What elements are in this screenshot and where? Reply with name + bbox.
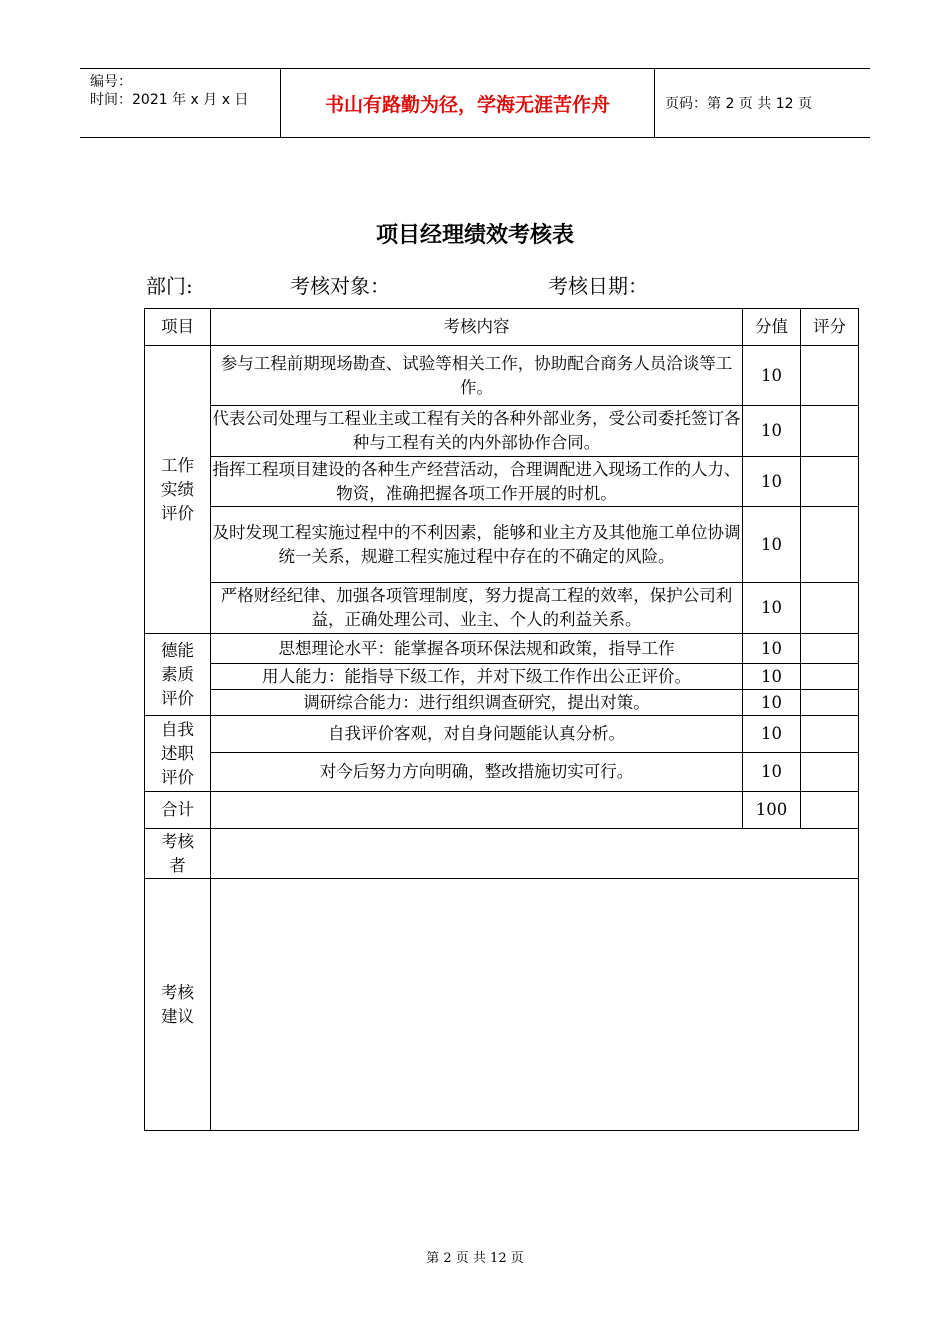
- advice-label: 考核建议: [145, 879, 211, 1131]
- department-label: 部门:: [146, 274, 193, 298]
- rating-cell[interactable]: [801, 457, 859, 507]
- row-score: 10: [743, 406, 801, 457]
- total-row: [145, 792, 859, 829]
- rating-cell[interactable]: [801, 406, 859, 457]
- table-row: [145, 583, 859, 634]
- table-row: [145, 716, 859, 753]
- rating-cell[interactable]: [801, 753, 859, 792]
- header-motto: 书山有路勤为径，学海无涯苦作舟: [280, 69, 655, 137]
- table-row: [145, 507, 859, 583]
- rating-cell[interactable]: [801, 583, 859, 634]
- time-label: 时间：2021 年 x 月 x 日: [90, 92, 249, 108]
- rating-cell[interactable]: [801, 690, 859, 716]
- assessor-row: [145, 829, 859, 879]
- rating-cell[interactable]: [801, 716, 859, 753]
- rating-cell[interactable]: [801, 507, 859, 583]
- total-score: 100: [743, 792, 801, 829]
- row-content: 严格财经纪律、加强各项管理制度，努力提高工程的效率，保护公司利益，正确处理公司、业主、个人的利益关系。: [211, 583, 743, 634]
- row-score: 10: [743, 507, 801, 583]
- row-content: 自我评价客观，对自身问题能认真分析。: [211, 716, 743, 753]
- row-score: 10: [743, 753, 801, 792]
- assessment-table: [144, 308, 859, 1131]
- table-row: [145, 457, 859, 507]
- header-content: 考核内容: [211, 309, 743, 346]
- rating-cell[interactable]: [801, 634, 859, 664]
- header-page-info: 页码：第 2 页 共 12 页: [665, 96, 812, 112]
- rating-cell[interactable]: [801, 346, 859, 406]
- date-label: 考核日期：: [548, 274, 648, 298]
- table-row: [145, 664, 859, 690]
- assessor-label: 考核者: [145, 829, 211, 879]
- header-row: [145, 309, 859, 346]
- document-title: 项目经理绩效考核表: [375, 223, 574, 248]
- row-content: 用人能力：能指导下级工作，并对下级工作作出公正评价。: [211, 664, 743, 690]
- row-content: 对今后努力方向明确，整改措施切实可行。: [211, 753, 743, 792]
- row-score: 10: [743, 583, 801, 634]
- advice-field[interactable]: [211, 879, 859, 1131]
- header-rating: 评分: [801, 309, 859, 346]
- table-row: [145, 753, 859, 792]
- total-content-cell: [211, 792, 743, 829]
- advice-row: [145, 879, 859, 1131]
- table-row: [145, 634, 859, 664]
- header-score-value: 分值: [743, 309, 801, 346]
- subject-label: 考核对象：: [290, 274, 390, 298]
- category-performance: 工作实绩评价: [145, 346, 211, 634]
- category-self: 自我述职评价: [145, 716, 211, 792]
- row-score: 10: [743, 346, 801, 406]
- table-row: [145, 690, 859, 716]
- row-score: 10: [743, 690, 801, 716]
- row-score: 10: [743, 664, 801, 690]
- row-content: 代表公司处理与工程业主或工程有关的各种外部业务，受公司委托签订各种与工程有关的内外部协作合同。: [211, 406, 743, 457]
- row-score: 10: [743, 634, 801, 664]
- number-label: 编号：: [90, 74, 132, 90]
- row-content: 指挥工程项目建设的各种生产经营活动，合理调配进入现场工作的人力、物资，准确把握各项工作开展的时机。: [211, 457, 743, 507]
- table-row: [145, 406, 859, 457]
- row-score: 10: [743, 457, 801, 507]
- total-rating-cell[interactable]: [801, 792, 859, 829]
- row-content: 及时发现工程实施过程中的不利因素，能够和业主方及其他施工单位协调统一关系，规避工程实施过程中存在的不确定的风险。: [211, 507, 743, 583]
- row-content: 调研综合能力：进行组织调查研究，提出对策。: [211, 690, 743, 716]
- page-header: [80, 68, 870, 138]
- row-content: 参与工程前期现场勘查、试验等相关工作，协助配合商务人员洽谈等工作。: [211, 346, 743, 406]
- total-label: 合计: [145, 792, 211, 829]
- header-item: 项目: [145, 309, 211, 346]
- category-quality: 德能素质评价: [145, 634, 211, 716]
- assessor-field[interactable]: [211, 829, 859, 879]
- row-content: 思想理论水平：能掌握各项环保法规和政策，指导工作: [211, 634, 743, 664]
- row-score: 10: [743, 716, 801, 753]
- rating-cell[interactable]: [801, 664, 859, 690]
- header-left: [80, 69, 280, 137]
- table-row: [145, 346, 859, 406]
- page-footer: 第 2 页 共 12 页: [426, 1251, 524, 1266]
